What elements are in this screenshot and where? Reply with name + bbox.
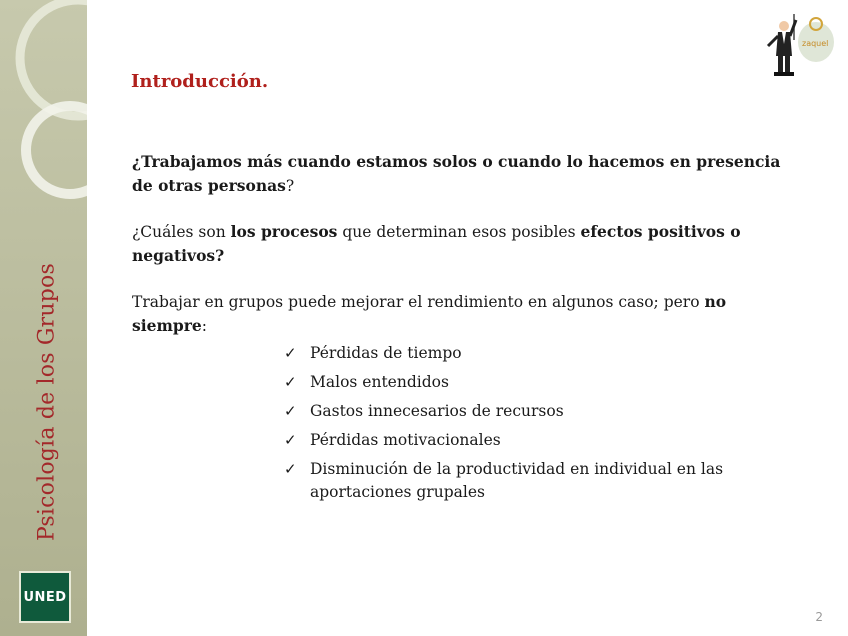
- paragraph-3-part-c: :: [201, 317, 207, 335]
- checkmark-icon: ✓: [284, 373, 297, 391]
- list-item: [284, 400, 760, 423]
- question-1-end: ?: [285, 177, 295, 195]
- bullet-text: Gastos innecesarios de recursos: [310, 402, 564, 420]
- paragraph-3: [132, 290, 792, 338]
- vertical-course-title: Psicología de los Grupos: [34, 263, 60, 541]
- question-2-part-b: los procesos: [230, 222, 338, 241]
- bullet-text: Pérdidas motivacionales: [310, 431, 501, 449]
- checkmark-icon: ✓: [284, 431, 297, 449]
- svg-text:zaquel: zaquel: [802, 39, 829, 48]
- presenter-figure-icon: [758, 10, 838, 80]
- bullet-text: Disminución de la productividad en individual en las aportaciones grupales: [310, 460, 724, 501]
- paragraph-3-part-a: Trabajar en grupos puede mejorar el rendimiento en algunos caso; pero: [132, 293, 705, 311]
- question-2-part-d: efectos positivos o negativos?: [132, 222, 741, 265]
- list-item: [284, 429, 760, 452]
- checkmark-icon: ✓: [284, 460, 297, 478]
- bullet-text: Malos entendidos: [310, 373, 449, 391]
- bullet-text: Pérdidas de tiempo: [310, 344, 462, 362]
- slide-body: [132, 150, 792, 510]
- bullet-list: [132, 342, 792, 504]
- question-1-bold: ¿Trabajamos más cuando estamos solos o cuando lo hacemos en presencia de otras personas: [132, 152, 781, 195]
- question-2: [132, 220, 792, 268]
- paragraph-3-part-b: no siempre: [132, 292, 727, 335]
- uned-logo: [19, 571, 71, 623]
- sidebar: [0, 0, 87, 636]
- question-2-part-a: ¿Cuáles son: [132, 223, 231, 241]
- page-number: 2: [815, 610, 823, 624]
- list-item: [284, 371, 760, 394]
- question-2-part-c: que determinan esos posibles: [337, 223, 581, 241]
- slide-heading: Introducción.: [131, 71, 269, 92]
- list-item: [284, 342, 760, 365]
- checkmark-icon: ✓: [284, 402, 297, 420]
- question-1: [132, 150, 792, 198]
- list-item: [284, 458, 760, 504]
- logo-text: UNED: [23, 589, 67, 605]
- checkmark-icon: ✓: [284, 344, 297, 362]
